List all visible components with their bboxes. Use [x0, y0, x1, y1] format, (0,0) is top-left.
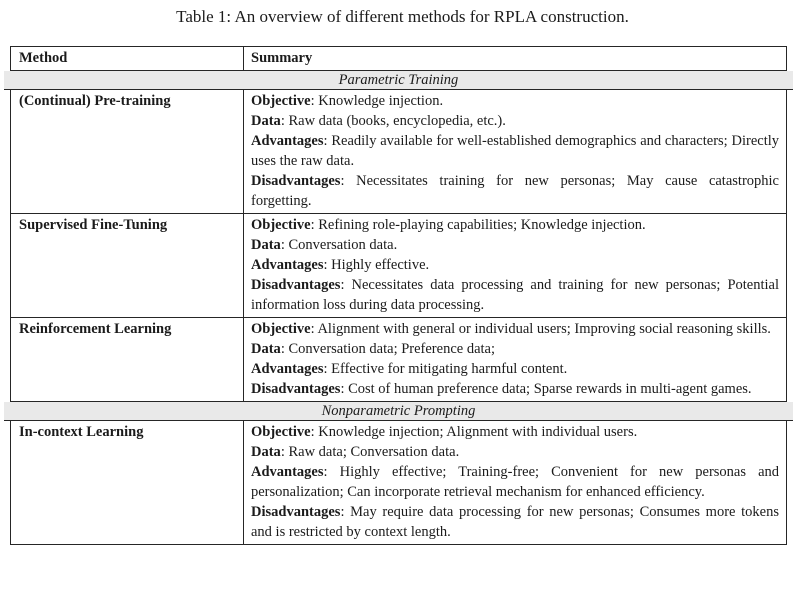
summary-item-text: Knowledge injection; Alignment with individual users.: [318, 424, 638, 440]
summary-item-label: Data: [251, 237, 281, 253]
summary-item-text: Refining role-playing capabilities; Knowledge injection.: [318, 217, 646, 233]
summary-item-text: Raw data; Conversation data.: [288, 444, 460, 460]
summary-item: Data: Raw data; Conversation data.: [251, 444, 460, 460]
summary-cell: [244, 318, 786, 401]
summary-item-label: Objective: [251, 321, 311, 337]
page-title: Table 1: An overview of different methods for RPLA construction.: [176, 7, 629, 26]
summary-item-text: Readily available for well-established demographics and characters; Directly uses the raw data.: [251, 133, 780, 169]
summary-item-label: Data: [251, 444, 281, 460]
summary-item-label: Data: [251, 341, 281, 357]
summary-item-label: Data: [251, 113, 281, 129]
method-cell: (Continual) Pre-training: [11, 90, 244, 213]
summary-item: Advantages: Highly effective.: [251, 257, 430, 273]
summary-item: Advantages: Effective for mitigating harmful content.: [251, 361, 568, 377]
summary-item: Data: Conversation data; Preference data;: [251, 341, 496, 357]
summary-item-text: Raw data (books, encyclopedia, etc.).: [288, 113, 506, 129]
summary-item: Objective: Alignment with general or individual users; Improving social reasoning skills.: [251, 321, 771, 337]
summary-cell: [244, 421, 786, 544]
summary-item-label: Disadvantages: [251, 277, 341, 293]
section-band: Nonparametric Prompting: [4, 402, 793, 421]
method-cell: Reinforcement Learning: [11, 318, 244, 401]
table-row: [10, 214, 787, 318]
summary-item: Advantages: Highly effective; Training-free; Convenient for new personas and personalization; Can incorporate retrieval mechanism for enhanced efficiency.: [251, 464, 779, 500]
summary-item-text: Conversation data; Preference data;: [288, 341, 496, 357]
table-body: [10, 71, 787, 545]
summary-item-label: Objective: [251, 424, 311, 440]
summary-item-label: Advantages: [251, 361, 324, 377]
summary-item-label: Advantages: [251, 464, 324, 480]
summary-item-label: Objective: [251, 93, 311, 109]
summary-item-text: Necessitates data processing and training for new personas; Potential information loss during data processing.: [251, 277, 779, 313]
summary-item-label: Advantages: [251, 257, 324, 273]
method-cell: In-context Learning: [11, 421, 244, 544]
summary-item-label: Disadvantages: [251, 504, 341, 520]
section-band: Parametric Training: [4, 71, 793, 90]
summary-item: Objective: Knowledge injection.: [251, 93, 444, 109]
table-row: [10, 318, 787, 402]
summary-item-text: Highly effective.: [331, 257, 430, 273]
summary-cell: [244, 214, 786, 317]
summary-item: Data: Conversation data.: [251, 237, 398, 253]
summary-item: Advantages: Readily available for well-established demographics and characters; Directly uses the raw data.: [251, 133, 780, 169]
summary-item-text: Conversation data.: [288, 237, 398, 253]
summary-item-label: Advantages: [251, 133, 324, 149]
summary-item-label: Disadvantages: [251, 173, 341, 189]
method-cell: Supervised Fine-Tuning: [11, 214, 244, 317]
summary-item-text: Effective for mitigating harmful content.: [331, 361, 568, 377]
summary-item-text: Necessitates training for new personas; May cause catastrophic forgetting.: [251, 173, 779, 209]
summary-item-text: Cost of human preference data; Sparse rewards in multi-agent games.: [348, 381, 752, 397]
summary-item: Data: Raw data (books, encyclopedia, etc.).: [251, 113, 506, 129]
table-row: [10, 421, 787, 545]
summary-item: Objective: Knowledge injection; Alignment with individual users.: [251, 424, 638, 440]
summary-item-text: May require data processing for new personas; Consumes more tokens and is restricted by context length.: [251, 504, 780, 540]
summary-column-header: Summary: [251, 50, 313, 66]
summary-item: Disadvantages: Necessitates training for new personas; May cause catastrophic forgetting.: [251, 173, 779, 209]
summary-item-label: Objective: [251, 217, 311, 233]
summary-item: Disadvantages: Necessitates data processing and training for new personas; Potential information loss during data processing.: [251, 277, 779, 313]
methods-table: [10, 46, 787, 545]
summary-cell: [244, 90, 786, 213]
summary-item-text: Knowledge injection.: [318, 93, 444, 109]
summary-item: Objective: Refining role-playing capabilities; Knowledge injection.: [251, 217, 646, 233]
summary-item-text: Alignment with general or individual users; Improving social reasoning skills.: [317, 321, 771, 337]
summary-item: Disadvantages: Cost of human preference data; Sparse rewards in multi-agent games.: [251, 381, 752, 397]
summary-item-label: Disadvantages: [251, 381, 341, 397]
table-row: [10, 90, 787, 214]
method-column-header: Method: [11, 47, 244, 70]
table-header-row: [10, 46, 787, 71]
summary-item: Disadvantages: May require data processing for new personas; Consumes more tokens and is restricted by context length.: [251, 504, 780, 540]
summary-item-text: Highly effective; Training-free; Convenient for new personas and personalization; Can incorporate retrieval mechanism for enhanced efficiency.: [251, 464, 779, 500]
